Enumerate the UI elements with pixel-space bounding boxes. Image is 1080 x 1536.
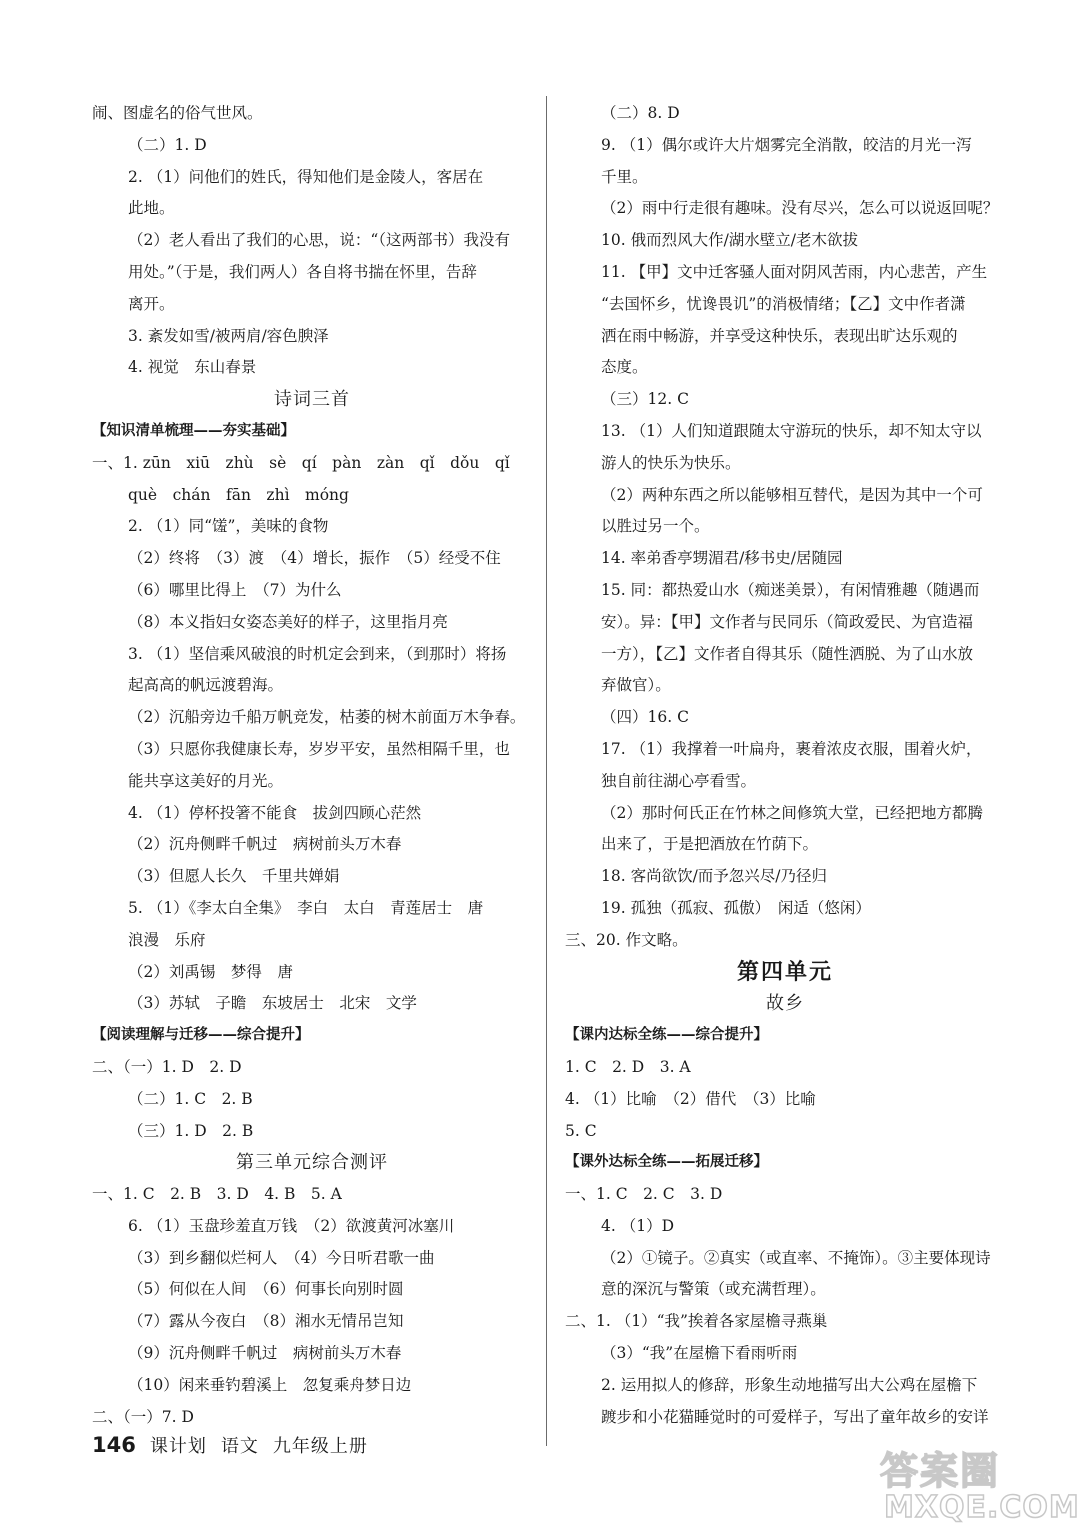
text-line: （3）只愿你我健康长寿，岁岁平安，虽然相隔千里，也 bbox=[128, 739, 510, 758]
text-line: 17. （1）我撑着一叶扁舟，裹着浓皮衣服，围着火炉， bbox=[601, 739, 982, 758]
text-line: 1. C 2. D 3. A bbox=[565, 1057, 691, 1076]
text-line: （四）16. C bbox=[601, 708, 689, 727]
text-line: 一、1. C 2. B 3. D 4. B 5. A bbox=[92, 1185, 342, 1204]
text-line: 态度。 bbox=[601, 358, 648, 377]
text-line: 意的深沉与警策（或充满哲理）。 bbox=[601, 1280, 826, 1299]
text-line: （3）“我”在屋檐下看雨听雨 bbox=[601, 1344, 798, 1363]
text-line: 一、1. C 2. C 3. D bbox=[565, 1185, 723, 1204]
section-heading: 第四单元 bbox=[736, 958, 833, 985]
text-line: （8）本义指妇女姿态美好的样子，这里指月亮 bbox=[128, 612, 448, 631]
text-line: （3）到乡翻似烂柯人 （4）今日听君歌一曲 bbox=[128, 1248, 435, 1267]
text-line: 15. 同：都热爱山水（痴迷美景），有闲情雅趣（随遇而 bbox=[601, 580, 980, 599]
text-line: 3. （1）坚信乘风破浪的时机定会到来，（到那时）将扬 bbox=[128, 644, 507, 663]
text-line: 13. （1）人们知道跟随太守游玩的快乐，却不知太守以 bbox=[601, 421, 982, 440]
text-line: 5. （1）《李太白全集》 李白 太白 青莲居士 唐 bbox=[128, 898, 484, 917]
text-line: 9. （1）偶尔或许大片烟雾完全消散，皎洁的月光一泻 bbox=[601, 135, 972, 154]
text-line: 用处。”（于是，我们两人）各自将书揣在怀里，告辞 bbox=[128, 262, 477, 281]
text-line: 4. （1）比喻 （2）借代 （3）比喻 bbox=[565, 1089, 816, 1108]
watermark-logo bbox=[880, 1440, 1080, 1530]
text-line: 安）。异：【甲】文作者与民同乐（简政爱民、为官造福 bbox=[601, 612, 974, 631]
page-footer bbox=[92, 1432, 368, 1472]
text-line: “去国怀乡，忧谗畏讥”的消极情绪；【乙】文中作者潇 bbox=[601, 294, 966, 313]
watermark-url: MXQE.COM bbox=[884, 1490, 1080, 1525]
text-line: 14. 率弟香亭甥湄君/移书史/居随园 bbox=[601, 549, 843, 568]
text-line: （6）哪里比得上 （7）为什么 bbox=[128, 580, 342, 599]
text-line: （2）刘禹锡 梦得 唐 bbox=[128, 962, 293, 981]
text-line: 4. 视觉 东山春景 bbox=[128, 358, 257, 377]
text-line: 4. （1）D bbox=[601, 1216, 675, 1235]
text-line: 一方），【乙】文作者自得其乐（随性洒脱、为了山水放 bbox=[601, 644, 974, 663]
text-line: 独自前往湖心亭看雪。 bbox=[601, 771, 757, 790]
right-column bbox=[565, 98, 1005, 1433]
subsection-label: 【课内达标全练——综合提升】 bbox=[565, 1027, 768, 1044]
text-line: 二、（一）7. D bbox=[92, 1407, 194, 1426]
text-line: 5. C bbox=[565, 1121, 597, 1140]
text-line: （二）8. D bbox=[601, 104, 680, 122]
text-line: （三）12. C bbox=[601, 390, 689, 409]
section-heading: 第三单元综合测评 bbox=[236, 1152, 388, 1174]
text-line: 6. （1）玉盘珍羞直万钱 （2）欲渡黄河冰塞川 bbox=[128, 1216, 455, 1235]
text-line: 能共享这美好的月光。 bbox=[128, 771, 284, 790]
text-line: 三、20. 作文略。 bbox=[565, 930, 688, 949]
grade-label: 九年级上册 bbox=[272, 1436, 368, 1457]
text-line: 2. （1）同“馐”，美味的食物 bbox=[128, 517, 329, 536]
text-line: （9）沉舟侧畔千帆过 病树前头万木春 bbox=[128, 1344, 402, 1363]
text-line: （5）何似在人间 （6）何事长向别时圆 bbox=[128, 1280, 404, 1299]
subject-label: 语文 bbox=[220, 1436, 259, 1457]
text-line: 2. 运用拟人的修辞，形象生动地描写出大公鸡在屋檐下 bbox=[601, 1375, 978, 1394]
text-line: 以胜过另一个。 bbox=[601, 517, 710, 536]
subsection-label: 【知识清单梳理——夯实基础】 bbox=[92, 422, 295, 439]
left-column bbox=[92, 98, 532, 1433]
text-line: 千里。 bbox=[601, 167, 648, 186]
text-line: 一、1. zūn xiū zhù sè qí pàn zàn qǐ dǒu qǐ bbox=[92, 453, 510, 472]
text-line: què chán fān zhì móng bbox=[128, 485, 349, 504]
text-line: （三）1. D 2. B bbox=[128, 1121, 254, 1140]
text-line: 洒在雨中畅游，并享受这种快乐，表现出旷达乐观的 bbox=[601, 326, 958, 345]
text-line: 3. 紊发如雪/被两肩/容色腴泽 bbox=[128, 326, 329, 345]
text-line: 闹、图虚名的俗气世风。 bbox=[92, 104, 263, 122]
subsection-label: 【课外达标全练——拓展迁移】 bbox=[565, 1154, 768, 1171]
text-line: （3）但愿人长久 千里共婵娟 bbox=[128, 867, 340, 886]
text-line: 18. 客尚欲饮/而予忽兴尽/乃径归 bbox=[601, 867, 828, 886]
text-line: （2）终将 （3）渡 （4）增长，振作 （5）经受不住 bbox=[128, 549, 501, 568]
text-line: （2）沉船旁边千船万帆竞发，枯萎的树木前面万木争春。 bbox=[128, 708, 526, 727]
text-line: 2. （1）问他们的姓氏，得知他们是金陵人，客居在 bbox=[128, 167, 484, 186]
section-heading: 故乡 bbox=[766, 993, 804, 1015]
text-line: 游人的快乐为快乐。 bbox=[601, 453, 741, 472]
text-line: （2）①镜子。②真实（或直率、不掩饰）。③主要体现诗 bbox=[601, 1248, 991, 1267]
section-heading: 诗词三首 bbox=[274, 389, 350, 411]
subsection-label: 【阅读理解与迁移——综合提升】 bbox=[92, 1027, 310, 1044]
text-line: 浪漫 乐府 bbox=[128, 930, 206, 949]
text-line: 弃做官）。 bbox=[601, 676, 671, 695]
text-line: 此地。 bbox=[128, 199, 175, 218]
text-line: （3）苏轼 子瞻 东坡居士 北宋 文学 bbox=[128, 994, 417, 1013]
text-line: 踱步和小花猫睡觉时的可爱样子，写出了童年故乡的安详 bbox=[601, 1407, 989, 1426]
column-divider bbox=[546, 96, 547, 1446]
text-line: （2）沉舟侧畔千帆过 病树前头万木春 bbox=[128, 835, 402, 854]
text-line: （2）老人看出了我们的心思，说：“（这两部书）我没有 bbox=[128, 231, 511, 250]
text-line: （7）露从今夜白 （8）湘水无情吊岂知 bbox=[128, 1312, 404, 1331]
watermark-title: 答案圈 bbox=[880, 1449, 1001, 1493]
text-line: 19. 孤独（孤寂、孤傲） 闲适（悠闲） bbox=[601, 898, 871, 917]
book-title: 课计划 bbox=[149, 1436, 207, 1457]
text-line: （2）那时何氏正在竹林之间修筑大堂，已经把地方都腾 bbox=[601, 803, 983, 822]
text-line: 4. （1）停杯投箸不能食 拔剑四顾心茫然 bbox=[128, 803, 422, 822]
text-line: 11. 【甲】文中迁客骚人面对阴风苦雨，内心悲苦，产生 bbox=[601, 262, 988, 281]
page-number: 146 bbox=[92, 1433, 136, 1457]
text-line: 10. 俄而烈风大作/湖水壁立/老木欲拔 bbox=[601, 231, 859, 250]
text-line: 二、（一）1. D 2. D bbox=[92, 1057, 242, 1076]
text-line: （10）闲来垂钓碧溪上 忽复乘舟梦日边 bbox=[128, 1375, 412, 1394]
text-line: 二、1. （1）“我”挨着各家屋檐寻燕巢 bbox=[565, 1312, 828, 1331]
text-line: （2）两种东西之所以能够相互替代，是因为其中一个可 bbox=[601, 485, 983, 504]
text-line: 起高高的帆远渡碧海。 bbox=[128, 676, 284, 695]
text-line: 离开。 bbox=[128, 294, 175, 313]
text-line: （二）1. C 2. B bbox=[128, 1089, 253, 1108]
text-line: 出来了，于是把酒放在竹荫下。 bbox=[601, 835, 819, 854]
text-line: （2）雨中行走很有趣味。没有尽兴，怎么可以说返回呢？ bbox=[601, 199, 999, 218]
text-line: （二）1. D bbox=[128, 135, 207, 154]
